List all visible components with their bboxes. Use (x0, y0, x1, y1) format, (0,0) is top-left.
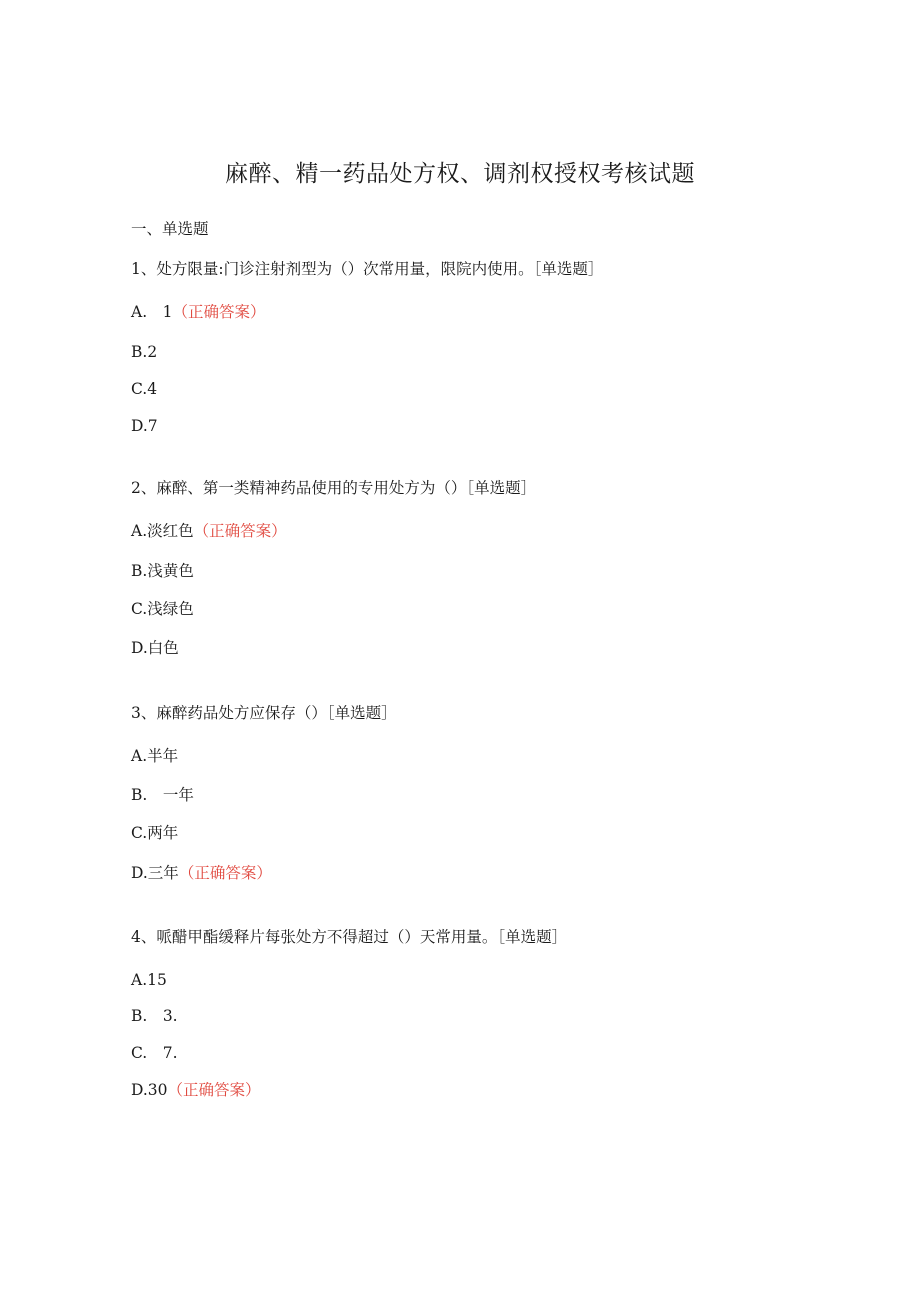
option-label: C.浅绿色 (131, 600, 194, 618)
question-2-option-d (131, 637, 179, 659)
question-4-option-c (131, 1042, 178, 1064)
option-label: C.4 (131, 380, 158, 398)
option-label: D.白色 (131, 639, 179, 657)
page-title: 麻醉、精一药品处方权、调剂权授权考核试题 (225, 161, 695, 187)
option-label: A.15 (131, 971, 167, 989)
question-1-option-a (131, 301, 266, 323)
question-3-option-d (131, 862, 272, 884)
question-3-option-b (131, 784, 194, 806)
correct-answer-marker: （正确答案） (178, 864, 272, 882)
option-label: A. 1 (131, 303, 173, 321)
question-4-option-b (131, 1005, 178, 1027)
question-2-option-c (131, 598, 194, 620)
option-label: C. 7. (131, 1044, 178, 1062)
option-label: B.2 (131, 343, 158, 361)
section-heading: 一、单选题 (131, 220, 209, 238)
correct-answer-marker: （正确答案） (172, 303, 266, 321)
correct-answer-marker: （正确答案） (193, 522, 287, 540)
question-4-text: 4、哌醋甲酯缓释片每张处方不得超过（）天常用量。［单选题］ (131, 928, 568, 946)
option-label: A.半年 (131, 747, 179, 765)
option-label: D.7 (131, 417, 158, 435)
option-label: C.两年 (131, 824, 179, 842)
question-3-option-c (131, 822, 178, 844)
question-4-option-d (131, 1079, 261, 1101)
question-1-option-d (131, 415, 158, 437)
question-4-option-a (131, 969, 167, 991)
option-label: D.三年 (131, 864, 179, 882)
question-1-option-b (131, 341, 157, 363)
option-label: B. 一年 (131, 786, 194, 804)
option-label: B. 3. (131, 1007, 178, 1025)
question-1-text: 1、处方限量:门诊注射剂型为（）次常用量，限院内使用。［单选题］ (131, 260, 604, 278)
question-1-option-c (131, 378, 157, 400)
option-label: A.淡红色 (131, 522, 194, 540)
question-3-text: 3、麻醉药品处方应保存（）［单选题］ (131, 704, 397, 722)
correct-answer-marker: （正确答案） (167, 1081, 261, 1099)
question-2-option-b (131, 560, 194, 582)
option-label: B.浅黄色 (131, 562, 194, 580)
question-2-option-a (131, 520, 287, 542)
question-3-option-a (131, 745, 178, 767)
question-2-text: 2、麻醉、第一类精神药品使用的专用处方为（）［单选题］ (131, 479, 537, 497)
option-label: D.30 (131, 1081, 168, 1099)
